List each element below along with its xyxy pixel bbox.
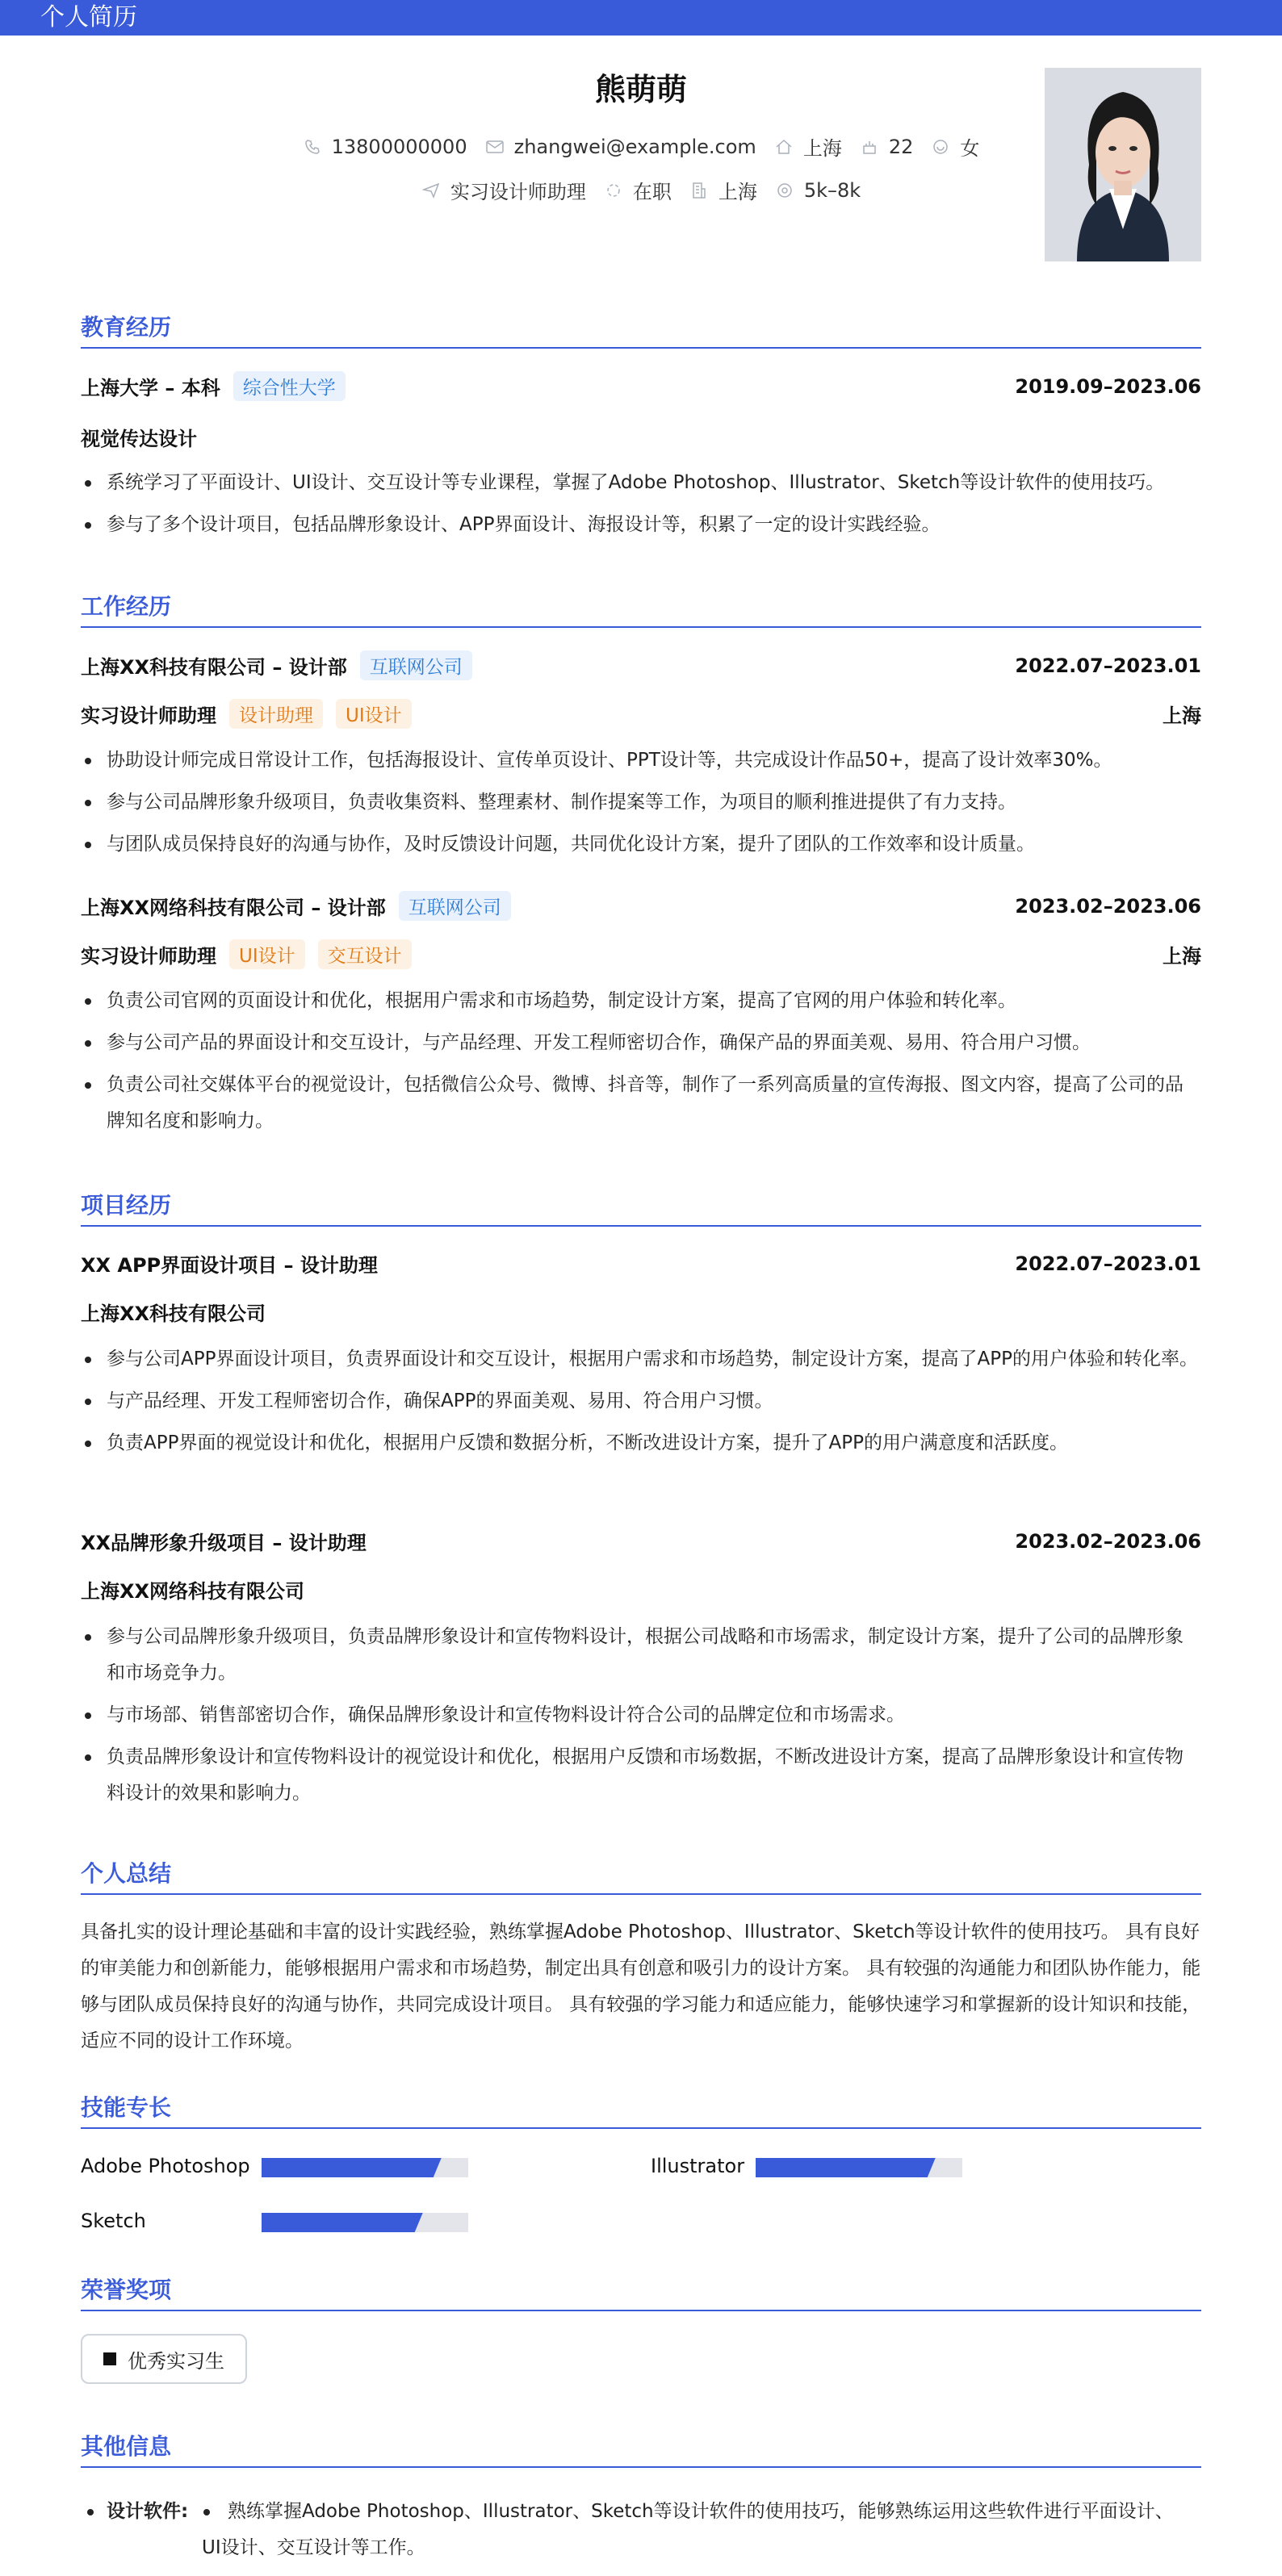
job-intent-row bbox=[81, 176, 1201, 204]
list-item: 参与了多个设计项目，包括品牌形象设计、APP界面设计、海报设计等，积累了一定的设计实践经验。 bbox=[81, 507, 1201, 543]
award-label: 优秀实习生 bbox=[128, 2349, 224, 2373]
work-1-role: 实习设计师助理 bbox=[81, 705, 216, 727]
work-1-role-tag: UI设计 bbox=[336, 699, 412, 729]
square-icon bbox=[103, 2352, 116, 2365]
project-2-title: XX品牌形象升级项目 – 设计助理 bbox=[81, 1532, 367, 1554]
bullet-dot bbox=[203, 2509, 210, 2515]
work-2-role: 实习设计师助理 bbox=[81, 945, 216, 968]
work-2-location: 上海 bbox=[1163, 945, 1201, 968]
list-item: 负责公司社交媒体平台的视觉设计，包括微信公众号、微博、抖音等，制作了一系列高质量的宣传海报、图文内容，提高了公司的品牌知名度和影响力。 bbox=[81, 1067, 1201, 1140]
section-title-education: 教育经历 bbox=[81, 310, 1201, 349]
work-1-company: 上海XX科技有限公司 – 设计部 bbox=[81, 656, 347, 679]
work-2-role-row bbox=[81, 939, 1201, 969]
project-1-title: XX APP界面设计项目 – 设计助理 bbox=[81, 1254, 378, 1277]
bullet-dot bbox=[87, 2509, 94, 2515]
job-target-item bbox=[421, 176, 586, 204]
list-item: 参与公司品牌形象升级项目，负责品牌形象设计和宣传物料设计，根据公司战略和市场需求，制定设计方案，提升了公司的品牌形象和市场竞争力。 bbox=[81, 1619, 1201, 1692]
salary-text: 5k–8k bbox=[803, 178, 861, 202]
skill-name: Sketch bbox=[81, 2210, 146, 2232]
home-icon bbox=[774, 137, 794, 157]
education-header bbox=[81, 371, 1201, 401]
salary-item bbox=[775, 179, 861, 202]
work-2-header bbox=[81, 891, 1201, 921]
section-title-other: 其他信息 bbox=[81, 2429, 1201, 2468]
list-item: 与市场部、销售部密切合作，确保品牌形象设计和宣传物料设计符合公司的品牌定位和市场需求。 bbox=[81, 1697, 1201, 1733]
contact-row bbox=[81, 132, 1201, 161]
work-1-header bbox=[81, 650, 1201, 680]
gender-text: 女 bbox=[960, 137, 980, 160]
phone-icon bbox=[303, 137, 322, 157]
skill-bar-fill bbox=[756, 2158, 936, 2177]
phone-text: 13800000000 bbox=[331, 135, 467, 158]
other-key: 设计软件: bbox=[107, 2501, 189, 2522]
gender-item bbox=[931, 132, 979, 161]
mail-icon bbox=[485, 137, 505, 157]
list-item: 协助设计师完成日常设计工作，包括海报设计、宣传单页设计、PPT设计等，共完成设计作品50+，提高了设计效率30%。 bbox=[81, 742, 1201, 779]
work-2-company: 上海XX网络科技有限公司 – 设计部 bbox=[81, 897, 386, 919]
age-item bbox=[860, 136, 914, 158]
top-header-bar bbox=[0, 0, 1282, 36]
list-item: 负责公司官网的页面设计和优化，根据用户需求和市场趋势，制定设计方案，提高了官网的用户体验和转化率。 bbox=[81, 983, 1201, 1019]
list-item: 参与公司产品的界面设计和交互设计，与产品经理、开发工程师密切合作，确保产品的界面美观、易用、符合用户习惯。 bbox=[81, 1025, 1201, 1061]
city-item bbox=[774, 132, 842, 161]
skill-bar-fill bbox=[262, 2158, 442, 2177]
education-bullets bbox=[81, 465, 1201, 549]
work-2-bullets bbox=[81, 983, 1201, 1145]
email-item bbox=[485, 136, 756, 158]
work-city-item bbox=[689, 176, 757, 204]
building-icon bbox=[689, 181, 709, 200]
gender-icon bbox=[931, 137, 950, 157]
other-value-line1: 熟练掌握Adobe Photoshop、Illustrator、Sketch等设计软件的使用技巧，能够熟练运用这些软件进行平面设计、 bbox=[228, 2501, 1174, 2522]
project-2-date: 2023.02–2023.06 bbox=[1015, 1529, 1201, 1553]
work-1-location: 上海 bbox=[1163, 705, 1201, 727]
city-text: 上海 bbox=[802, 137, 842, 160]
age-icon bbox=[860, 137, 879, 157]
education-major: 视觉传达设计 bbox=[81, 428, 197, 450]
send-icon bbox=[421, 181, 441, 200]
list-item: 负责品牌形象设计和宣传物料设计的视觉设计和优化，根据用户反馈和市场数据，不断改进设计方案，提高了品牌形象设计和宣传物料设计的效果和影响力。 bbox=[81, 1739, 1201, 1812]
work-2-tag: 互联网公司 bbox=[399, 891, 511, 921]
school-type-tag: 综合性大学 bbox=[233, 371, 346, 401]
work-2-role-tag: 交互设计 bbox=[318, 939, 412, 969]
education-date: 2019.09–2023.06 bbox=[1015, 374, 1201, 398]
age-text: 22 bbox=[888, 135, 914, 158]
project-2-bullets bbox=[81, 1619, 1201, 1817]
work-2-date: 2023.02–2023.06 bbox=[1015, 894, 1201, 918]
status-icon bbox=[604, 181, 623, 200]
section-title-skills: 技能专长 bbox=[81, 2090, 1201, 2129]
project-1-bullets bbox=[81, 1341, 1201, 1467]
other-value-line2: UI设计、交互设计等工作。 bbox=[202, 2537, 425, 2558]
skill-bar bbox=[262, 2213, 468, 2232]
salary-icon bbox=[775, 181, 794, 200]
section-title-summary: 个人总结 bbox=[81, 1856, 1201, 1895]
list-item: 参与公司品牌形象升级项目，负责收集资料、整理素材、制作提案等工作，为项目的顺利推进提供了有力支持。 bbox=[81, 784, 1201, 821]
header-title: 个人简历 bbox=[40, 3, 137, 31]
work-2-role-tag: UI设计 bbox=[229, 939, 305, 969]
work-1-date: 2022.07–2023.01 bbox=[1015, 654, 1201, 677]
skill-bar bbox=[262, 2158, 468, 2177]
work-city-text: 上海 bbox=[718, 181, 757, 203]
section-title-honors: 荣誉奖项 bbox=[81, 2273, 1201, 2311]
project-2-company: 上海XX网络科技有限公司 bbox=[81, 1580, 305, 1603]
candidate-name: 熊萌萌 bbox=[594, 72, 687, 107]
other-info-item bbox=[81, 2494, 1201, 2574]
list-item: 与团队成员保持良好的沟通与协作，及时反馈设计问题，共同优化设计方案，提升了团队的工作效率和设计质量。 bbox=[81, 826, 1201, 863]
section-title-projects: 项目经历 bbox=[81, 1188, 1201, 1227]
work-1-role-tag: 设计助理 bbox=[229, 699, 323, 729]
skill-name: Adobe Photoshop bbox=[81, 2155, 250, 2177]
work-1-bullets bbox=[81, 742, 1201, 868]
profile-photo bbox=[1045, 68, 1201, 261]
project-1-company: 上海XX科技有限公司 bbox=[81, 1303, 266, 1325]
skill-name: Illustrator bbox=[651, 2155, 745, 2177]
status-text: 在职 bbox=[632, 181, 672, 203]
status-item bbox=[604, 176, 672, 204]
phone-item bbox=[303, 136, 467, 158]
skill-bar bbox=[756, 2158, 962, 2177]
email-text: zhangwei@example.com bbox=[513, 135, 756, 158]
list-item: 参与公司APP界面设计项目，负责界面设计和交互设计，根据用户需求和市场趋势，制定设计方案，提高了APP的用户体验和转化率。 bbox=[81, 1341, 1201, 1378]
list-item: 与产品经理、开发工程师密切合作，确保APP的界面美观、易用、符合用户习惯。 bbox=[81, 1383, 1201, 1420]
summary-text: 具备扎实的设计理论基础和丰富的设计实践经验，熟练掌握Adobe Photoshop、Illustrator、Sketch等设计软件的使用技巧。 具有良好的审美能力和创新能力，能够根据用户需求和市场趋势，制定出具有创意和吸引力的设计方案。 具有较强的沟通能力和团队协作能力，能够与团队成员保持良好的沟通与协作，共同完成设计项目。 具有较强的学习能力和适应能力，能够快速学习和掌握新的设计知识和技能，适应不同的设计工作环境。 bbox=[81, 1922, 1201, 2051]
job-target-text: 实习设计师助理 bbox=[450, 181, 586, 203]
award-badge bbox=[81, 2334, 247, 2384]
work-1-tag: 互联网公司 bbox=[360, 650, 472, 680]
list-item: 负责APP界面的视觉设计和优化，根据用户反馈和数据分析，不断改进设计方案，提升了APP的用户满意度和活跃度。 bbox=[81, 1425, 1201, 1462]
project-1-header bbox=[81, 1249, 1201, 1278]
project-1-date: 2022.07–2023.01 bbox=[1015, 1252, 1201, 1275]
school-name: 上海大学 – 本科 bbox=[81, 377, 220, 399]
work-1-role-row bbox=[81, 699, 1201, 729]
project-2-header bbox=[81, 1527, 1201, 1555]
list-item: 系统学习了平面设计、UI设计、交互设计等专业课程，掌握了Adobe Photoshop、Illustrator、Sketch等设计软件的使用技巧。 bbox=[81, 465, 1201, 501]
section-title-work: 工作经历 bbox=[81, 589, 1201, 628]
skill-bar-fill bbox=[262, 2213, 423, 2232]
